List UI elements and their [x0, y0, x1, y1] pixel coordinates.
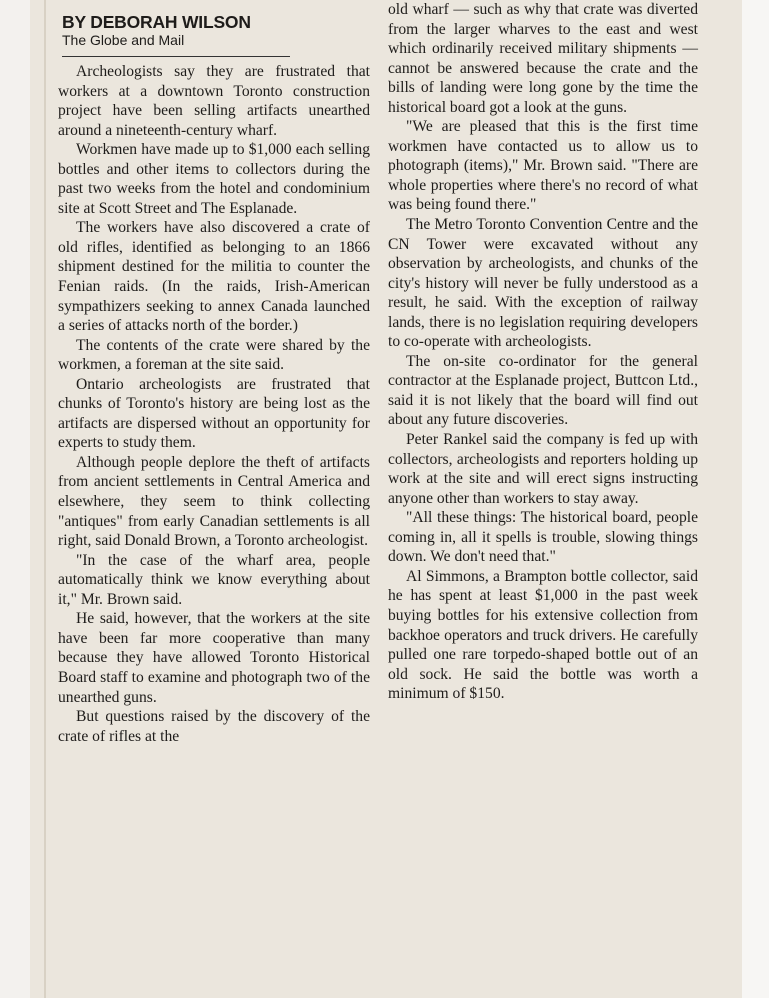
paragraph: "We are pleased that this is the first time workmen have contacted us to allow us to photograph (items)," Mr. Brown said. "There are whole properties where there's no record of what was being found there." — [388, 118, 698, 214]
paragraph: The Metro Toronto Convention Centre and the CN Tower were excavated without any observation by archeologists, and chunks of the city's history will never be fully understood as a result, he said. With the exception of railway lands, there is no legislation requiring developers to co-operate with archeologists. — [388, 216, 698, 351]
paragraph: Although people deplore the theft of artifacts from ancient settlements in Central America and elsewhere, they seem to think collecting "antiques" from early Canadian settlements is all right, said Donald Brown, a Toronto archeologist. — [58, 453, 370, 550]
byline-rule — [62, 56, 290, 57]
paragraph: He said, however, that the workers at the site have been far more cooperative than many because they have allowed Toronto Historical Board staff to examine and photograph two of the unearthed guns. — [58, 610, 370, 706]
background-margin — [742, 0, 769, 998]
right-column — [388, 0, 698, 704]
paragraph: Al Simmons, a Brampton bottle collector, said he has spent at least $1,000 in the past week buying bottles for his extensive collection from backhoe operators and truck drivers. He carefully pulled one rare torpedo-shaped bottle out of an old sock. He said the bottle was worth a minimum of $150. — [388, 567, 698, 703]
paragraph: Workmen have made up to $1,000 each selling bottles and other items to collectors during the past two weeks from the hotel and condominium site at Scott Street and The Esplanade. — [58, 141, 370, 217]
paragraph: Archeologists say they are frustrated that workers at a downtown Toronto construction project have been selling artifacts unearthed around a nineteenth-century wharf. — [58, 63, 370, 139]
left-column — [58, 0, 370, 746]
paragraph: The workers have also discovered a crate of old rifles, identified as belonging to an 1866 shipment destined for the militia to counter the Fenian raids. (In the raids, Irish-American sympathizers seeking to annex Canada launched a series of attacks north of the border.) — [58, 219, 370, 335]
paragraph: The on-site co-ordinator for the general contractor at the Esplanade project, Buttcon Ltd., said it is not likely that the board will find out about any future discoveries. — [388, 352, 698, 429]
fold-crease — [44, 0, 46, 998]
paragraph-continued: old wharf — such as why that crate was diverted from the larger wharves to the east and west which ordinarily received military shipments — cannot be answered because the crate and the bills of landing were long gone by the time the historical board got a look at the guns. — [388, 1, 698, 116]
paragraph: The contents of the crate were shared by the workmen, a foreman at the site said. — [58, 336, 370, 374]
byline: BY DEBORAH WILSON — [62, 12, 251, 32]
paragraph: Peter Rankel said the company is fed up with collectors, archeologists and reporters holding up work at the site and will erect signs instructing anyone other than workers to stay away. — [388, 431, 698, 507]
source-line: The Globe and Mail — [62, 32, 185, 48]
paragraph: But questions raised by the discovery of the crate of rifles at the — [58, 708, 370, 745]
paragraph: "In the case of the wharf area, people automatically think we know everything about it," Mr. Brown said. — [58, 551, 370, 608]
paragraph: Ontario archeologists are frustrated that chunks of Toronto's history are being lost as the artifacts are dispersed without an opportunity for experts to study them. — [58, 375, 370, 452]
paragraph: "All these things: The historical board, people coming in, all it spells is trouble, slowing things down. We don't need that." — [388, 509, 698, 566]
